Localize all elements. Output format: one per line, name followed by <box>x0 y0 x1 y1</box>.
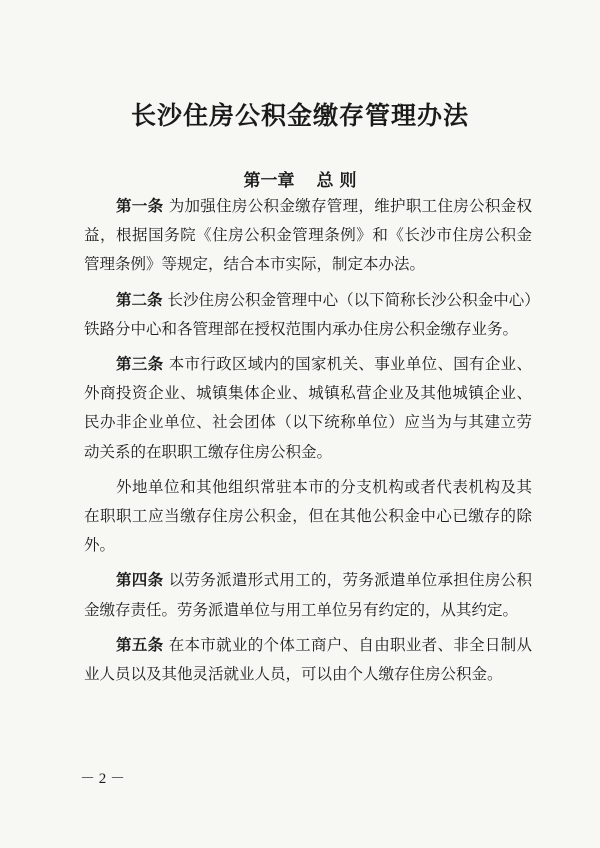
page-number: － 2 － <box>80 771 126 787</box>
chapter-name: 总 则 <box>316 171 357 191</box>
chapter-heading <box>0 166 600 191</box>
article-text: 以劳务派遣形式用工的，劳务派遣单位承担住房公积金缴存责任。劳务派遣单位与用工单位另有约定的，从其约定。 <box>84 571 532 619</box>
document-body <box>84 192 532 689</box>
article-text: 在本市就业的个体工商户、自由职业者、非全日制从业人员以及其他灵活就业人员，可以由个人缴存住房公积金。 <box>84 635 532 684</box>
article-label: 第二条 <box>116 290 163 309</box>
article-text: 为加强住房公积金缴存管理，维护职工住房公积金权益，根据国务院《住房公积金管理条例》和《长沙市住房公积金管理条例》等规定，结合本市实际，制定本办法。 <box>84 197 532 274</box>
paragraph-article-3 <box>84 350 532 467</box>
article-label: 第五条 <box>116 635 164 654</box>
paragraph-article-4 <box>84 566 532 624</box>
paragraph-article-2 <box>84 286 532 344</box>
article-label: 第三条 <box>116 355 164 374</box>
paragraph-article-5 <box>84 631 532 689</box>
article-label: 第一条 <box>116 197 164 215</box>
paragraph-article-1 <box>84 192 532 280</box>
article-text: 长沙住房公积金管理中心（以下简称长沙公积金中心）铁路分中心和各管理部在授权范围内承办住房公积金缴存业务。 <box>84 290 532 338</box>
article-text: 外地单位和其他组织常驻本市的分支机构或者代表机构及其在职职工应当缴存住房公积金，但在其他公积金中心已缴存的除外。 <box>84 477 532 555</box>
article-text: 本市行政区域内的国家机关、事业单位、国有企业、外商投资企业、城镇集体企业、城镇私营企业及其他城镇企业、民办非企业单位、社会团体（以下统称单位）应当为与其建立劳动关系的在职职工缴存住房公积金。 <box>84 355 532 461</box>
document-title: 长沙住房公积金缴存管理办法 <box>130 101 469 130</box>
paragraph-article-3-continued <box>84 473 532 561</box>
chapter-number: 第一章 <box>243 171 295 191</box>
article-label: 第四条 <box>116 571 164 590</box>
